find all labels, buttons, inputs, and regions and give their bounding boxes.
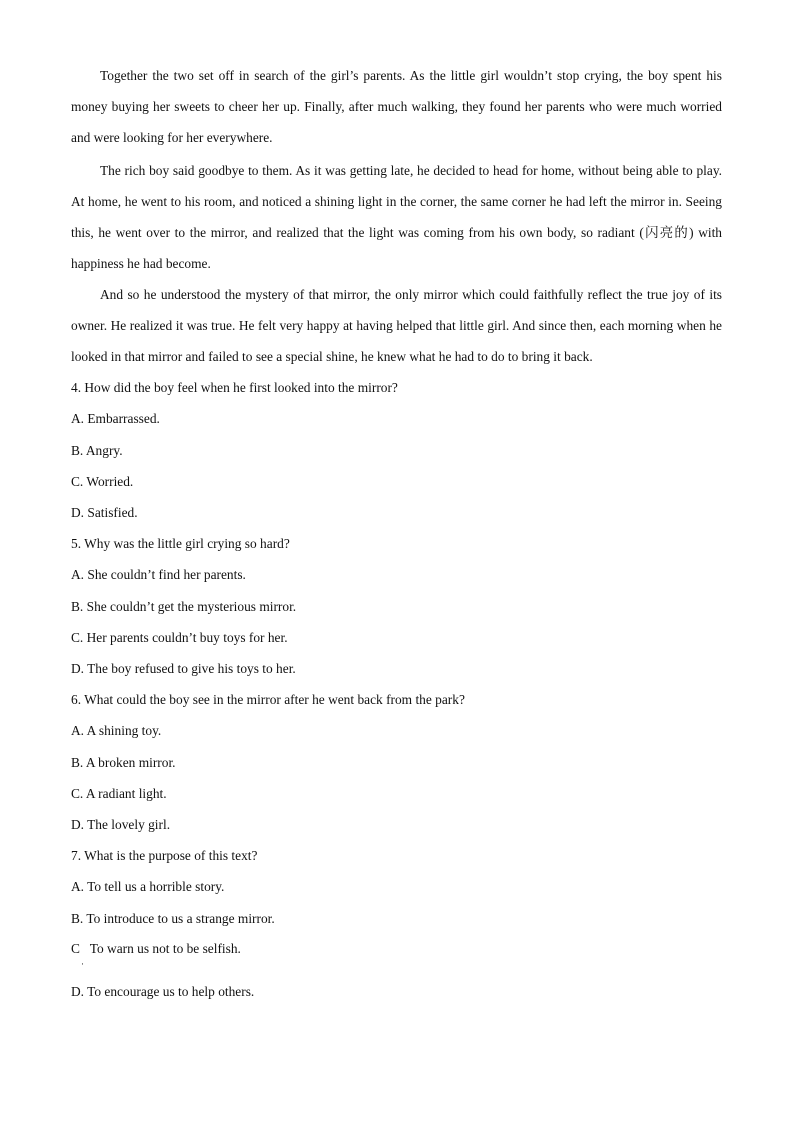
question-5-option-a: A. She couldn’t find her parents. (71, 567, 246, 582)
passage-paragraph-2: The rich boy said goodbye to them. As it was getting late, he decided to head for home, without being able to play. At home, he went to his room, and noticed a shining light in the corner, the same corner he had left the mirror in. Seeing this, he went over to the mirror, and realized that the light was coming from his own body, so radiant (闪亮的) with happiness he had become. (71, 163, 722, 271)
question-7-option-a: A. To tell us a horrible story. (71, 879, 225, 894)
question-6-option-c: C. A radiant light. (71, 786, 167, 801)
question-6-option-d: D. The lovely girl. (71, 817, 171, 832)
question-5-option-d: D. The boy refused to give his toys to her. (71, 661, 296, 676)
question-4-option-d: D. Satisfied. (71, 505, 138, 520)
question-7-option-b: B. To introduce to us a strange mirror. (71, 911, 275, 926)
question-5-stem: 5. Why was the little girl crying so hard? (71, 536, 290, 551)
passage-paragraph-1: Together the two set off in search of the girl’s parents. As the little girl wouldn’t stop crying, the boy spent his money buying her sweets to cheer her up. Finally, after much walking, they found her parents who were much worried and were looking for her everywhere. (71, 68, 722, 145)
question-7-option-c: C To warn us not to be selfish. (71, 941, 241, 956)
question-4-stem: 4. How did the boy feel when he first looked into the mirror? (71, 380, 398, 395)
question-7-option-d: D. To encourage us to help others. (71, 984, 255, 999)
stray-period-mark: · (81, 959, 84, 969)
question-5-option-c: C. Her parents couldn’t buy toys for her. (71, 630, 288, 645)
question-6-option-b: B. A broken mirror. (71, 755, 176, 770)
question-4-option-a: A. Embarrassed. (71, 411, 160, 426)
question-6-stem: 6. What could the boy see in the mirror after he went back from the park? (71, 692, 465, 707)
question-5-option-b: B. She couldn’t get the mysterious mirror. (71, 599, 297, 614)
question-4-option-b: B. Angry. (71, 443, 123, 458)
question-7-stem: 7. What is the purpose of this text? (71, 848, 258, 863)
question-6-option-a: A. A shining toy. (71, 723, 162, 738)
passage-paragraph-3: And so he understood the mystery of that mirror, the only mirror which could faithfully reflect the true joy of its owner. He realized it was true. He felt very happy at having helped that little girl. And since then, each morning when he looked in that mirror and failed to see a special shine, he knew what he had to do to bring it back. (71, 287, 722, 364)
question-4-option-c: C. Worried. (71, 474, 134, 489)
